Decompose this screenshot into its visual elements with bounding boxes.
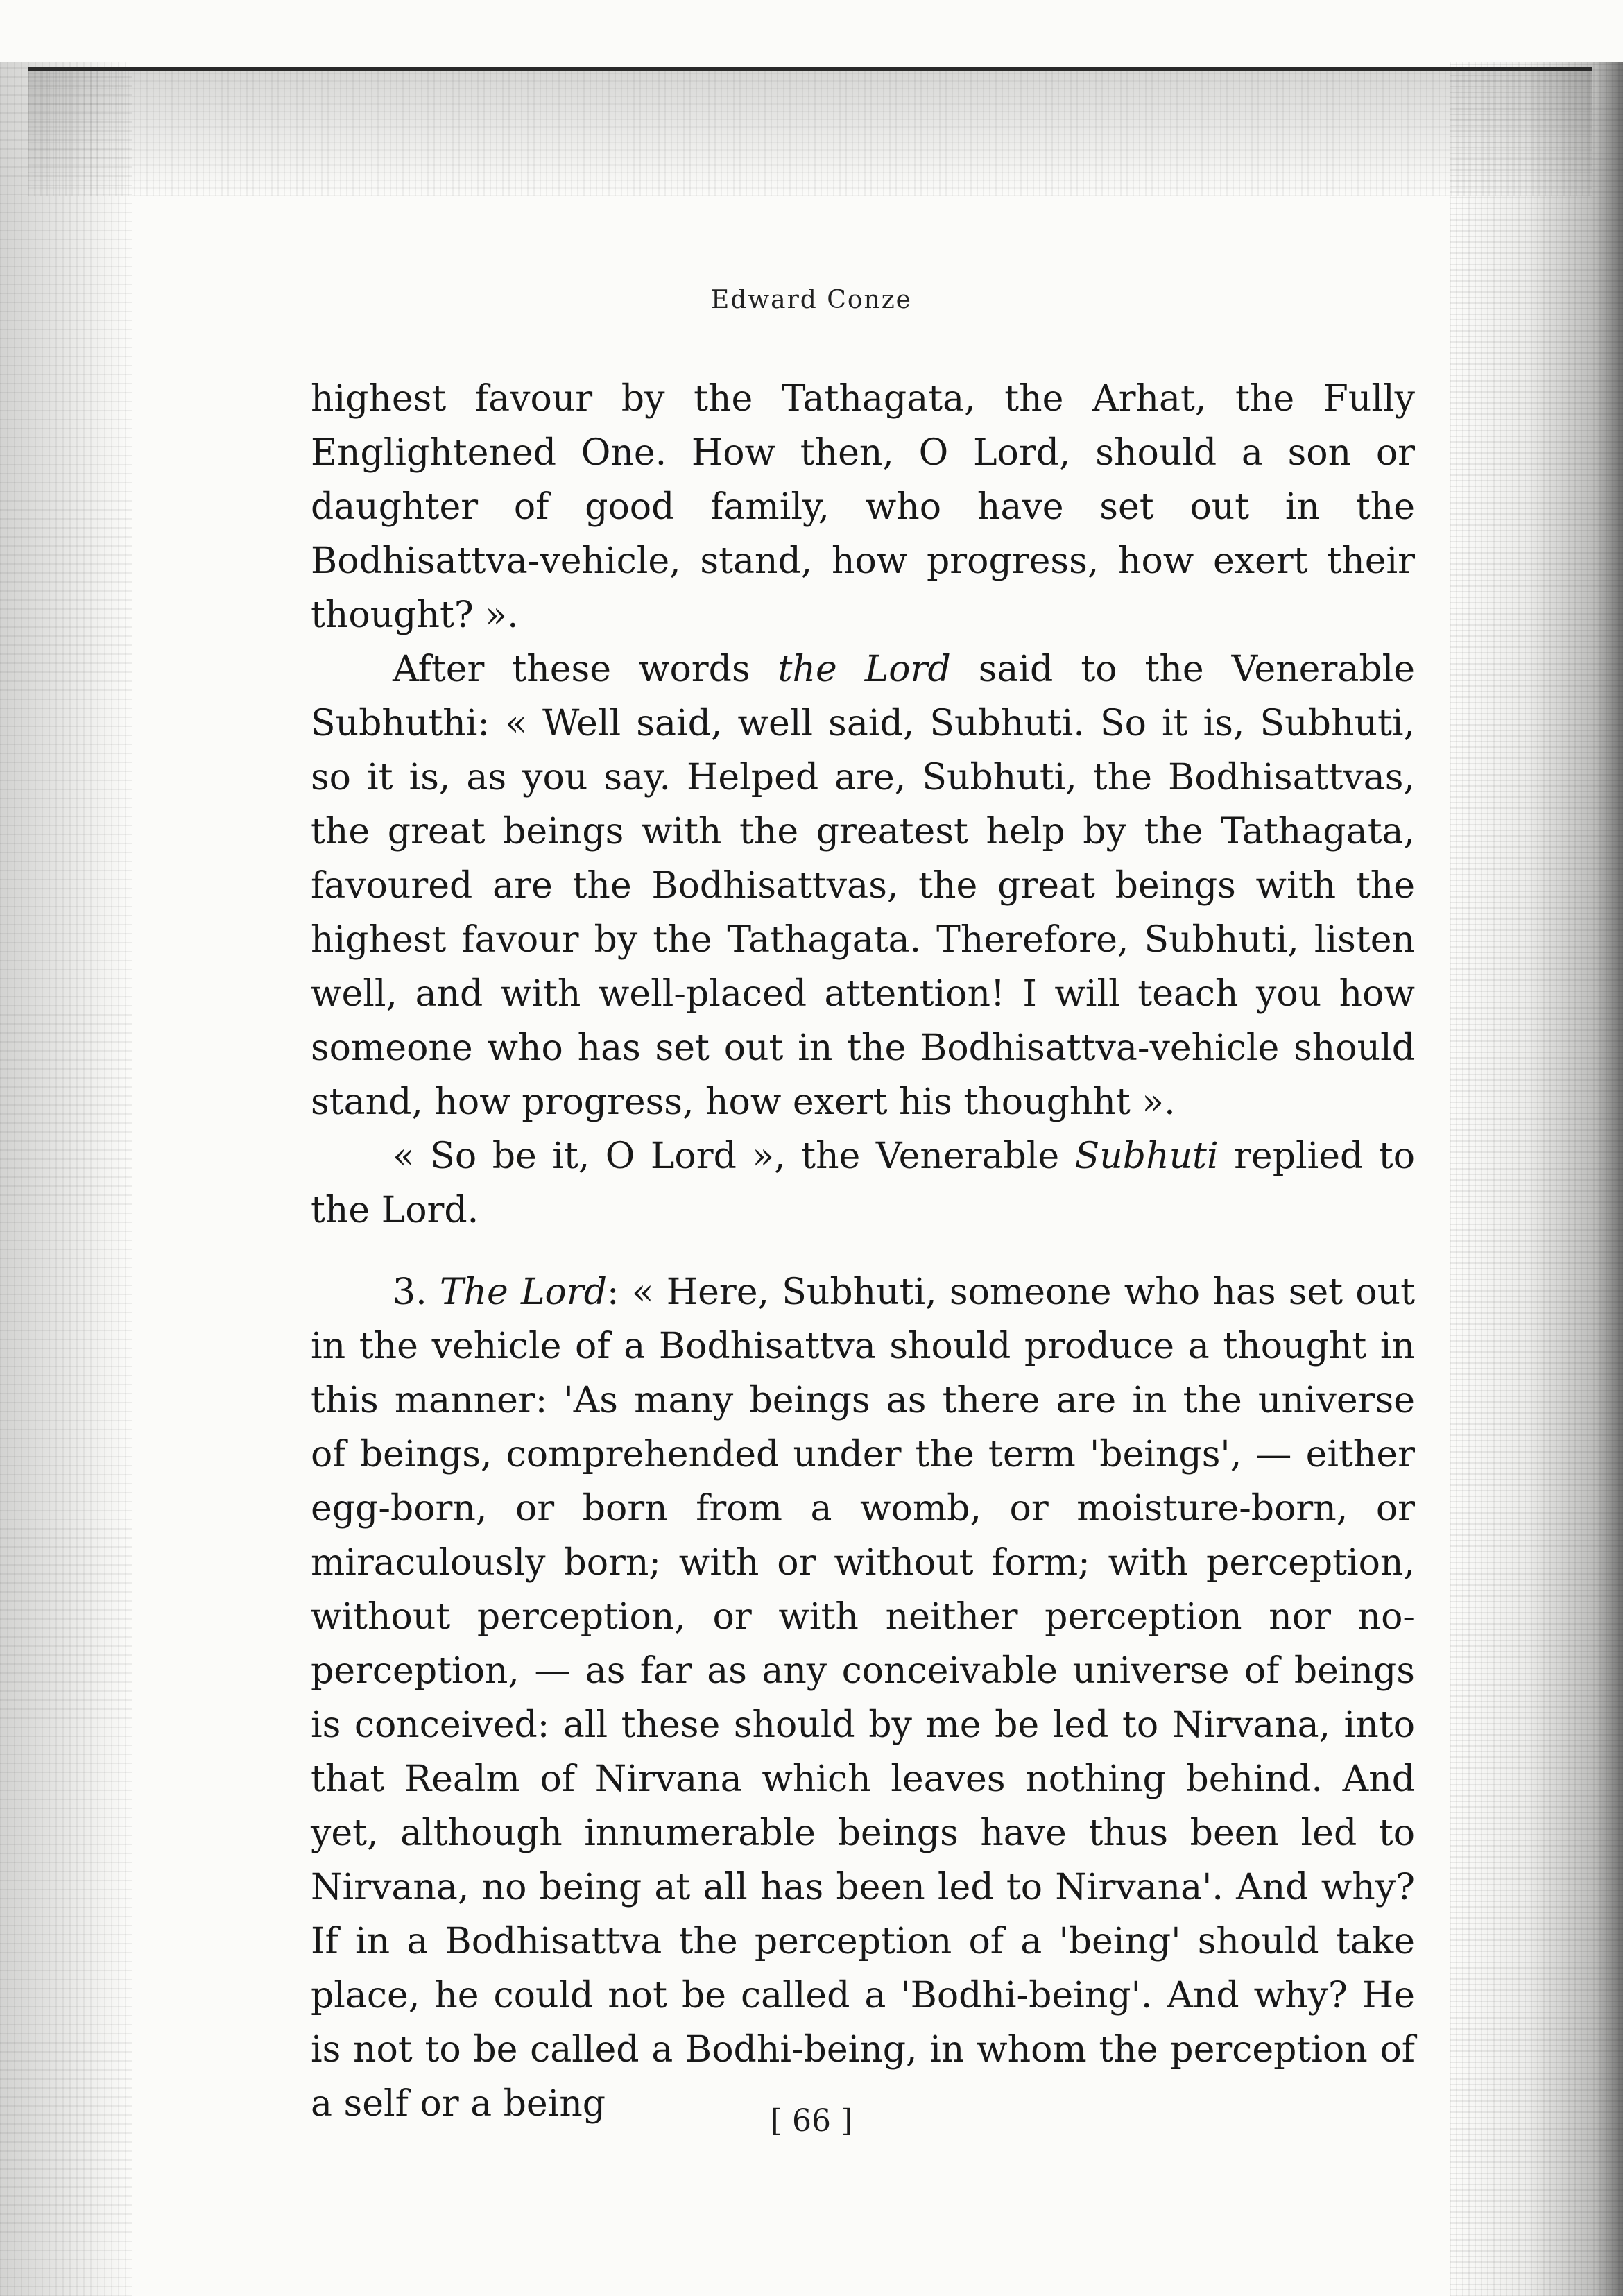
body-text bbox=[311, 372, 1415, 2131]
paragraph-text-rest: replied to the Lord. bbox=[311, 1136, 1415, 1231]
italic-the-lord: the Lord bbox=[778, 649, 951, 690]
paragraph-text-lead: « So be it, O Lord », the Venerable bbox=[393, 1136, 1075, 1177]
scan-top-edge bbox=[28, 67, 1592, 71]
paragraph-text-rest: said to the Venerable Subhuthi: « Well said, well said, Subhuti. So it is, Subhuti, so it is, as you say. Helped are, Subhuti, the Bodhisattvas, the great beings with the greatest help by the Tathagata, favoured are the Bodhisattvas, the great beings with the highest favour by the Tathagata. Therefore, Subhuti, listen well, and with well-placed attention! I will teach you how someone who has set out in the Bodhisattva-vehicle should stand, how progress, how exert his thoughht ». bbox=[311, 649, 1416, 1123]
running-head: Edward Conze bbox=[711, 286, 912, 314]
page-number: [ 66 ] bbox=[770, 2103, 853, 2139]
scan-shadow-right bbox=[1450, 62, 1623, 2296]
section-number: 3. bbox=[393, 1271, 440, 1313]
scan-noise-top bbox=[28, 71, 1592, 196]
paragraph-text-rest: : « Here, Subhuti, someone who has set out in the vehicle of a Bodhisattva should produce a thought in this manner: 'As many beings as there are in the universe of beings, comprehended under the term 'beings', — either egg-born, or born from a womb, or moisture-born, or miraculously born; with or without form; with perception, without perception, or with neither perception nor no-perception, — as far as any conceivable universe of beings is conceived: all these should by me be led to Nirvana, into that Realm of Nirvana which leaves nothing behind. And yet, although innumerable beings have thus been led to Nirvana, no being at all has been led to Nirvana'. And why? If in a Bodhisattva the perception of a 'being' should take place, he could not be called a 'Bodhi-being'. And why? He is not to be called a Bodhi-being, in whom the perception of a self or a being bbox=[311, 1271, 1415, 2125]
paragraph-text: highest favour by the Tathagata, the Arhat, the Fully Englightened One. How then, O Lord, should a son or daughter of good family, who have set out in the Bodhisattva-vehicle, stand, how progress, how exert their thought? ». bbox=[311, 378, 1415, 636]
italic-subhuti: Subhuti bbox=[1074, 1136, 1219, 1177]
paragraph-text-lead: After these words bbox=[393, 649, 778, 690]
paragraph-so-be-it bbox=[311, 1129, 1415, 1237]
paragraph-continuation bbox=[311, 372, 1415, 642]
italic-the-lord: The Lord bbox=[439, 1271, 607, 1313]
paragraph-section-3 bbox=[311, 1265, 1415, 2131]
scan-noise-left bbox=[0, 62, 132, 2296]
paragraph-after-these-words bbox=[311, 642, 1415, 1129]
